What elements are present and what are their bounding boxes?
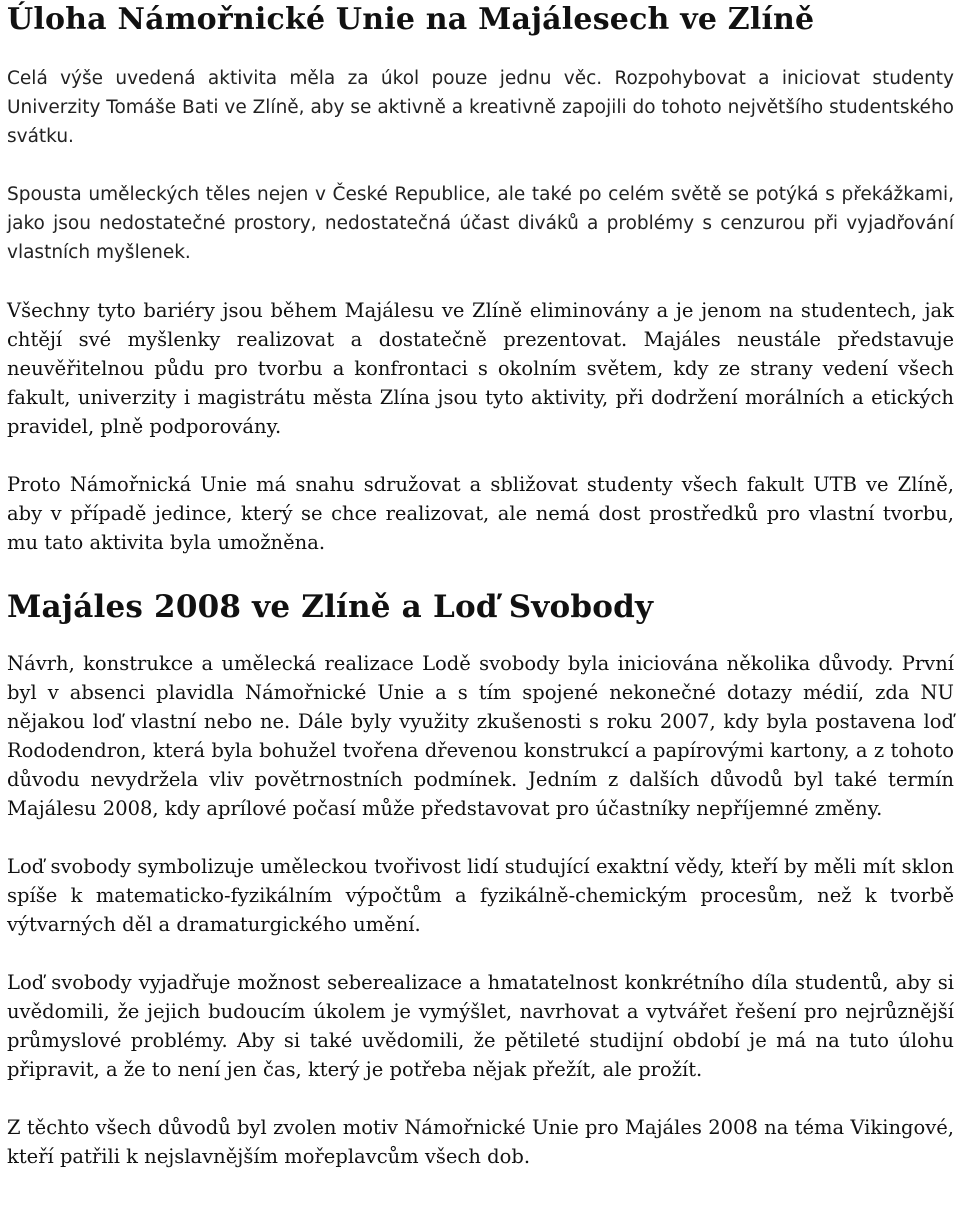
paragraph-symbolizuje: Loď svobody symbolizuje uměleckou tvořivost lidí studující exaktní vědy, kteří by měli mít sklon spíše k matematicko-fyzikálním výpočtům a fyzikálně-chemickým procesům, než k tvorbě výtvarných děl a dramaturgického umění. — [7, 855, 954, 936]
paragraph-bariery: Všechny tyto bariéry jsou během Majálesu ve Zlíně eliminovány a je jenom na studentech, jak chtějí své myšlenky realizovat a dostatečně prezentovat. Majáles neustále představuje neuvěřitelnou půdu pro tvorbu a konfrontaci s okolním světem, kdy ze strany vedení všech fakult, univerzity i magistrátu města Zlína jsou tyto aktivity, při dodržení morálních a etických pravidel, plně podporovány. — [7, 299, 954, 438]
paragraph-namornicka-unie: Proto Námořnická Unie má snahu sdružovat a sbližovat studenty všech fakult UTB ve Zlíně, aby v případě jedince, který se chce realizovat, ale nemá dost prostředků pro vlastní tvorbu, mu tato aktivita byla umožněna. — [7, 473, 954, 554]
paragraph-intro: Celá výše uvedená aktivita měla za úkol pouze jednu věc. Rozpohybovat a iniciovat studenty Univerzity Tomáše Bati ve Zlíně, aby se aktivně a kreativně zapojili do tohoto největšího studentského svátku. — [7, 68, 954, 147]
section-heading-majales-2008: Majáles 2008 ve Zlíně a Loď Svobody — [7, 589, 654, 625]
paragraph-vyjadruje: Loď svobody vyjadřuje možnost seberealizace a hmatatelnost konkrétního díla studentů, aby si uvědomili, že jejich budoucím úkolem je vymýšlet, navrhovat a vytvářet řešení pro nejrůznější průmyslové problémy. Aby si také uvědomili, že pětileté studijní období je má na tuto úlohu připravit, a že to není jen čas, který je potřeba nějak přežít, ale prožít. — [7, 971, 954, 1081]
section-heading-uloha: Úloha Námořnické Unie na Majálesech ve Zlíně — [7, 2, 815, 37]
paragraph-navrh-lode: Návrh, konstrukce a umělecká realizace Lodě svobody byla iniciována několika důvody. První byl v absenci plavidla Námořnické Unie a s tím spojené nekonečné dotazy médií, zda NU nějakou loď vlastní nebo ne. Dále byly využity zkušenosti s roku 2007, kdy byla postavena loď Rododendron, která byla bohužel tvořena dřevenou konstrukcí a papírovými kartony, a z tohoto důvodu nevydržela vliv povětrnostních podmínek. Jedním z dalších důvodů byl také termín Majálesu 2008, kdy aprílové počasí může představovat pro účastníky nepříjemné změny. — [7, 652, 954, 820]
paragraph-motiv-vikingove: Z těchto všech důvodů byl zvolen motiv Námořnické Unie pro Majáles 2008 na téma Vikingové, kteří patřili k nejslavnějším mořeplavcům všech dob. — [7, 1116, 954, 1168]
paragraph-umelecka-telesa: Spousta uměleckých těles nejen v České Republice, ale také po celém světě se potýká s překážkami, jako jsou nedostatečné prostory, nedostatečná účast diváků a problémy s cenzurou při vyjadřování vlastních myšlenek. — [7, 184, 954, 263]
